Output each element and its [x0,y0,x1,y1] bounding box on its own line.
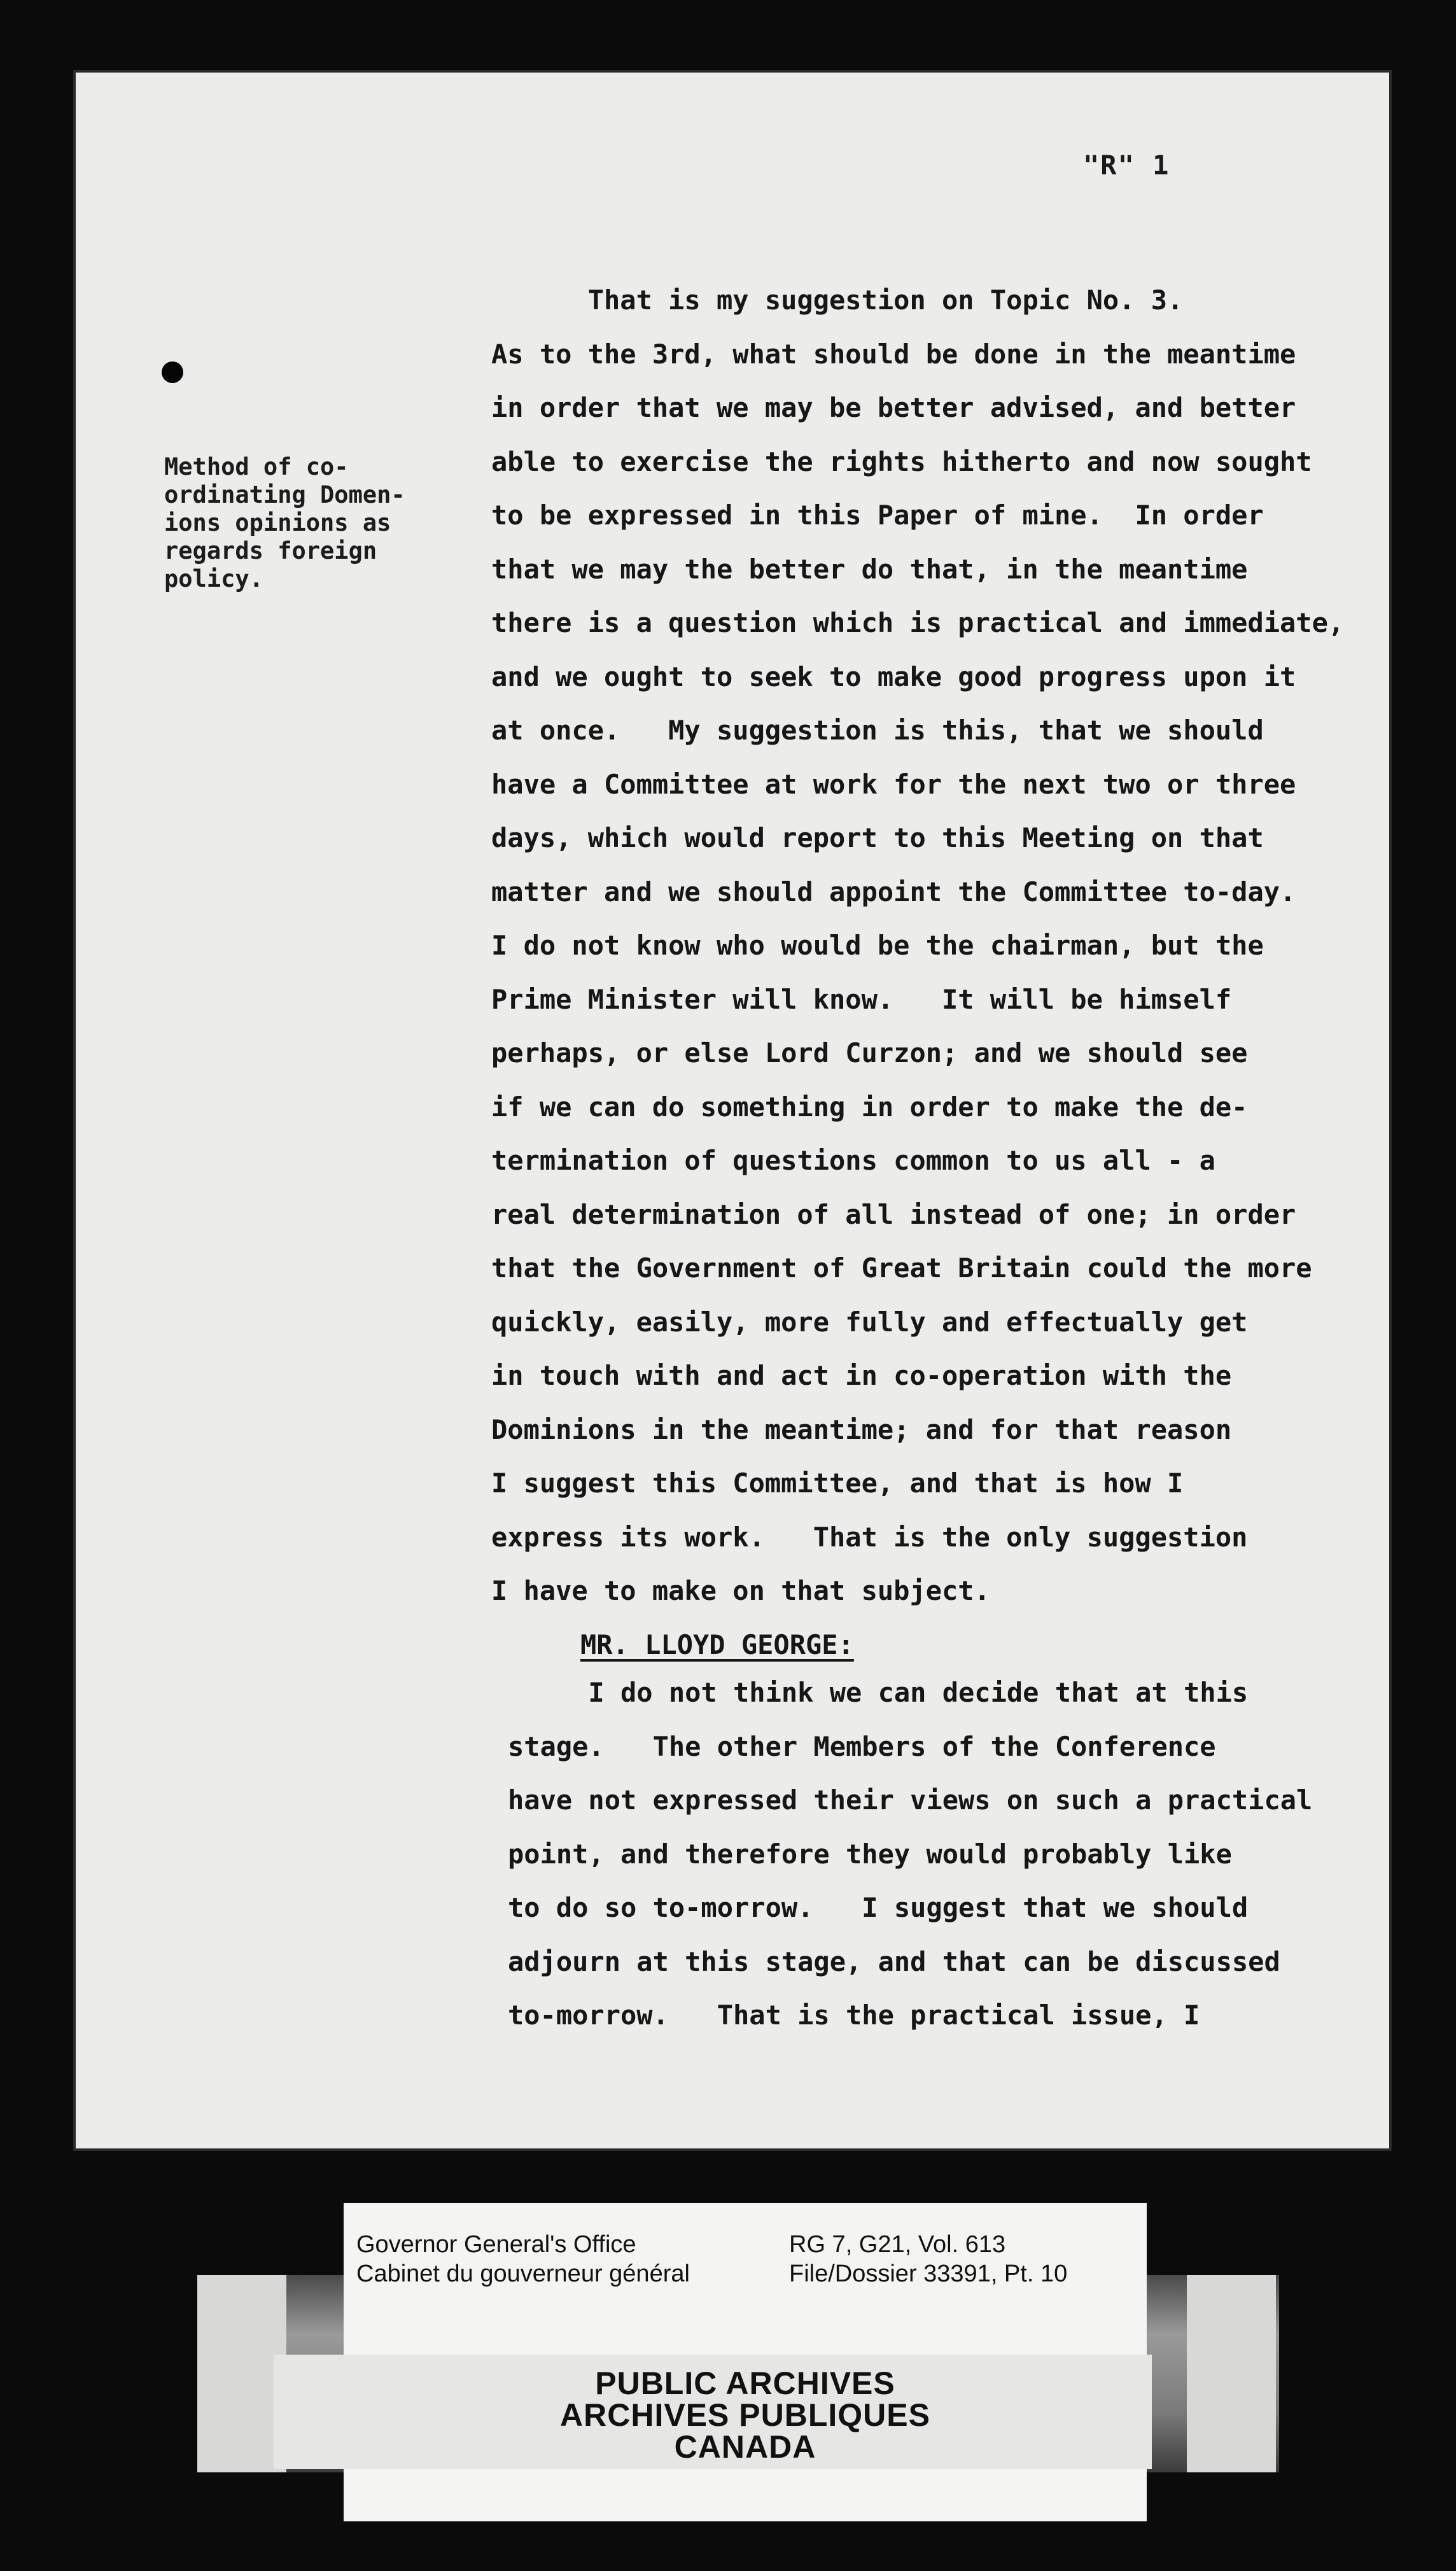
text-line: That is my suggestion on Topic No. 3. [491,284,1184,316]
text-line: I suggest this Committee, and that is how I [491,1468,1184,1499]
text-line: perhaps, or else Lord Curzon; and we should see [491,1037,1248,1068]
margin-note-line: ordinating Domen- [164,481,405,508]
speaker-heading: MR. LLOYD GEORGE: [580,1629,854,1660]
speech-text [508,1666,1380,2043]
text-line: if we can do something in order to make the de- [491,1091,1248,1123]
text-line: at once. My suggestion is this, that we should [491,715,1264,746]
stamp-line: PUBLIC ARCHIVES [595,2365,895,2401]
margin-note [164,453,431,593]
text-line: that the Government of Great Britain could the more [491,1252,1312,1284]
reference-number: RG 7, G21, Vol. 613 [789,2231,1006,2258]
margin-note-line: Method of co- [164,453,349,480]
archive-label-bottom [344,2469,1147,2520]
text-line: As to the 3rd, what should be done in the meantime [491,338,1296,370]
text-line: have not expressed their views on such a practical [508,1784,1313,1816]
stamp-line: CANADA [674,2429,816,2465]
archive-reference [789,2230,1067,2288]
office-en: Governor General's Office [356,2231,636,2258]
text-line: adjourn at this stage, and that can be discussed [508,1945,1280,1977]
text-line: stage. The other Members of the Conference [508,1730,1216,1762]
text-line: in order that we may be better advised, and better [491,392,1296,423]
text-line: matter and we should appoint the Committee to-day. [491,876,1296,907]
text-line: I do not think we can decide that at this [508,1677,1249,1708]
file-number: File/Dossier 33391, Pt. 10 [789,2260,1068,2287]
text-line: able to exercise the rights hitherto and now sought [491,445,1312,477]
page-number: "R" 1 [1083,150,1170,181]
office-fr: Cabinet du gouverneur général [356,2260,690,2287]
text-line: to be expressed in this Paper of mine. In order [491,500,1264,531]
text-line: termination of questions common to us all - a [491,1145,1215,1176]
text-line: real determination of all instead of one; in order [491,1198,1296,1230]
text-line: I have to make on that subject. [491,1575,990,1606]
text-line: to do so to-morrow. I suggest that we should [508,1892,1249,1923]
archive-office [356,2230,690,2288]
text-line: and we ought to seek to make good progress upon it [491,661,1296,692]
film-band-right [1187,2275,1276,2472]
text-line: there is a question which is practical and immediate, [491,607,1345,638]
text-line: Dominions in the meantime; and for that reason [491,1413,1232,1445]
archive-stamp [344,2367,1147,2463]
text-line: express its work. That is the only suggestion [491,1521,1248,1553]
margin-note-line: regards foreign [164,537,377,564]
margin-note-line: ions opinions as [164,509,391,536]
film-band-left [197,2275,286,2472]
text-line: point, and therefore they would probably like [508,1838,1232,1870]
text-line: I do not know who would be the chairman, but the [491,930,1264,961]
text-line: in touch with and act in co-operation with the [491,1360,1232,1391]
text-line: that we may the better do that, in the meantime [491,553,1248,585]
text-line: to-morrow. That is the practical issue, I [508,2000,1200,2031]
text-line: quickly, easily, more fully and effectually get [491,1306,1248,1338]
margin-note-line: policy. [164,565,263,592]
body-text [491,274,1363,1672]
stamp-line: ARCHIVES PUBLIQUES [560,2397,930,2433]
text-line: Prime Minister will know. It will be himself [491,983,1232,1015]
margin-bullet [162,361,183,383]
text-line: days, which would report to this Meeting on that [491,822,1264,853]
text-line: have a Committee at work for the next two or three [491,768,1296,800]
